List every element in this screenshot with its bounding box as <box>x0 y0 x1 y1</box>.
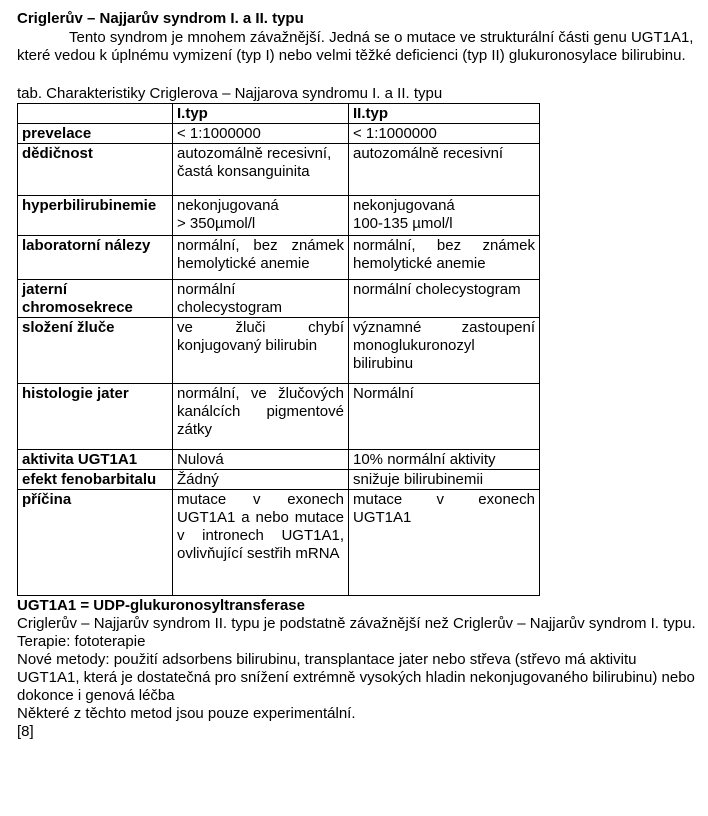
row-label: jaterní chromosekrece <box>18 280 173 318</box>
cell-type2: snižuje bilirubinemii <box>349 470 540 490</box>
row-label: efekt fenobarbitalu <box>18 470 173 490</box>
row-label: aktivita UGT1A1 <box>18 450 173 470</box>
cell-type2: nekonjugovaná 100-135 µmol/l <box>349 196 540 236</box>
cell-type1: ve žluči chybí konjugovaný bilirubin <box>173 318 349 384</box>
table-row <box>18 384 540 450</box>
row-label: příčina <box>18 490 173 596</box>
row-label: složení žluče <box>18 318 173 384</box>
cell-type2: normální cholecystogram <box>349 280 540 318</box>
table-row <box>18 450 540 470</box>
cell-type2: významné zastoupení monoglukuronozyl bilirubinu <box>349 318 540 384</box>
table-row <box>18 470 540 490</box>
paragraph: Nové metody: použití adsorbens bilirubinu, transplantace jater nebo střeva (střevo má aktivitu UGT1A1, která je dostatečná pro snížení extrémně vysokých hladin nekonjugovaného bilirubinu) nebo dokonce i genová léčba <box>17 651 695 704</box>
abbreviation-line: UGT1A1 = UDP-glukuronosyltransferase <box>17 597 305 614</box>
header-type1: I.typ <box>173 104 349 124</box>
paragraph: Některé z těchto metod jsou pouze experimentální. <box>17 705 356 722</box>
table-row <box>18 236 540 280</box>
row-label: laboratorní nálezy <box>18 236 173 280</box>
cell-type2: mutace v exonech UGT1A1 <box>349 490 540 596</box>
header-type2: II.typ <box>349 104 540 124</box>
table-row <box>18 144 540 196</box>
table-row <box>18 280 540 318</box>
cell-type1: mutace v exonech UGT1A1 a nebo mutace v intronech UGT1A1, ovlivňující sestřih mRNA <box>173 490 349 596</box>
header-empty <box>18 104 173 124</box>
cell-type2: Normální <box>349 384 540 450</box>
section-heading: Criglerův – Najjarův syndrom I. a II. typu <box>17 10 304 27</box>
table-row <box>18 196 540 236</box>
cell-type1: nekonjugovaná > 350µmol/l <box>173 196 349 236</box>
cell-type2: 10% normální aktivity <box>349 450 540 470</box>
intro-paragraph <box>17 29 697 65</box>
row-label: hyperbilirubinemie <box>18 196 173 236</box>
row-label: dědičnost <box>18 144 173 196</box>
intro-text: Tento syndrom je mnohem závažnější. Jedná se o mutace ve strukturální části genu UGT1A1, které vedou k úplnému vymizení (typ I) nebo velmi těžké deficienci (typ II) glukuronosylace bilirubinu. <box>17 29 694 64</box>
cell-type1: normální cholecystogram <box>173 280 349 318</box>
table-row <box>18 124 540 144</box>
reference: [8] <box>17 723 34 740</box>
document-page <box>17 9 697 741</box>
cell-type1: Nulová <box>173 450 349 470</box>
cell-type2: normální, bez známek hemolytické anemie <box>349 236 540 280</box>
row-label: prevelace <box>18 124 173 144</box>
paragraph: Criglerův – Najjarův syndrom II. typu je podstatně závažnější než Criglerův – Najjarův syndrom I. typu. <box>17 615 696 632</box>
table-header-row <box>18 104 540 124</box>
cell-type1: normální, ve žlučových kanálcích pigmentové zátky <box>173 384 349 450</box>
cell-type1: < 1:1000000 <box>173 124 349 144</box>
cell-type2: autozomálně recesivní <box>349 144 540 196</box>
cell-type1: Žádný <box>173 470 349 490</box>
table-caption: tab. Charakteristiky Criglerova – Najjarova syndromu I. a II. typu <box>17 85 443 102</box>
cell-type1: autozomálně recesivní, častá konsanguinita <box>173 144 349 196</box>
cell-type2: < 1:1000000 <box>349 124 540 144</box>
row-label: histologie jater <box>18 384 173 450</box>
cell-type1: normální, bez známek hemolytické anemie <box>173 236 349 280</box>
characteristics-table <box>17 103 540 596</box>
table-row <box>18 490 540 596</box>
paragraph: Terapie: fototerapie <box>17 633 146 650</box>
table-row <box>18 318 540 384</box>
